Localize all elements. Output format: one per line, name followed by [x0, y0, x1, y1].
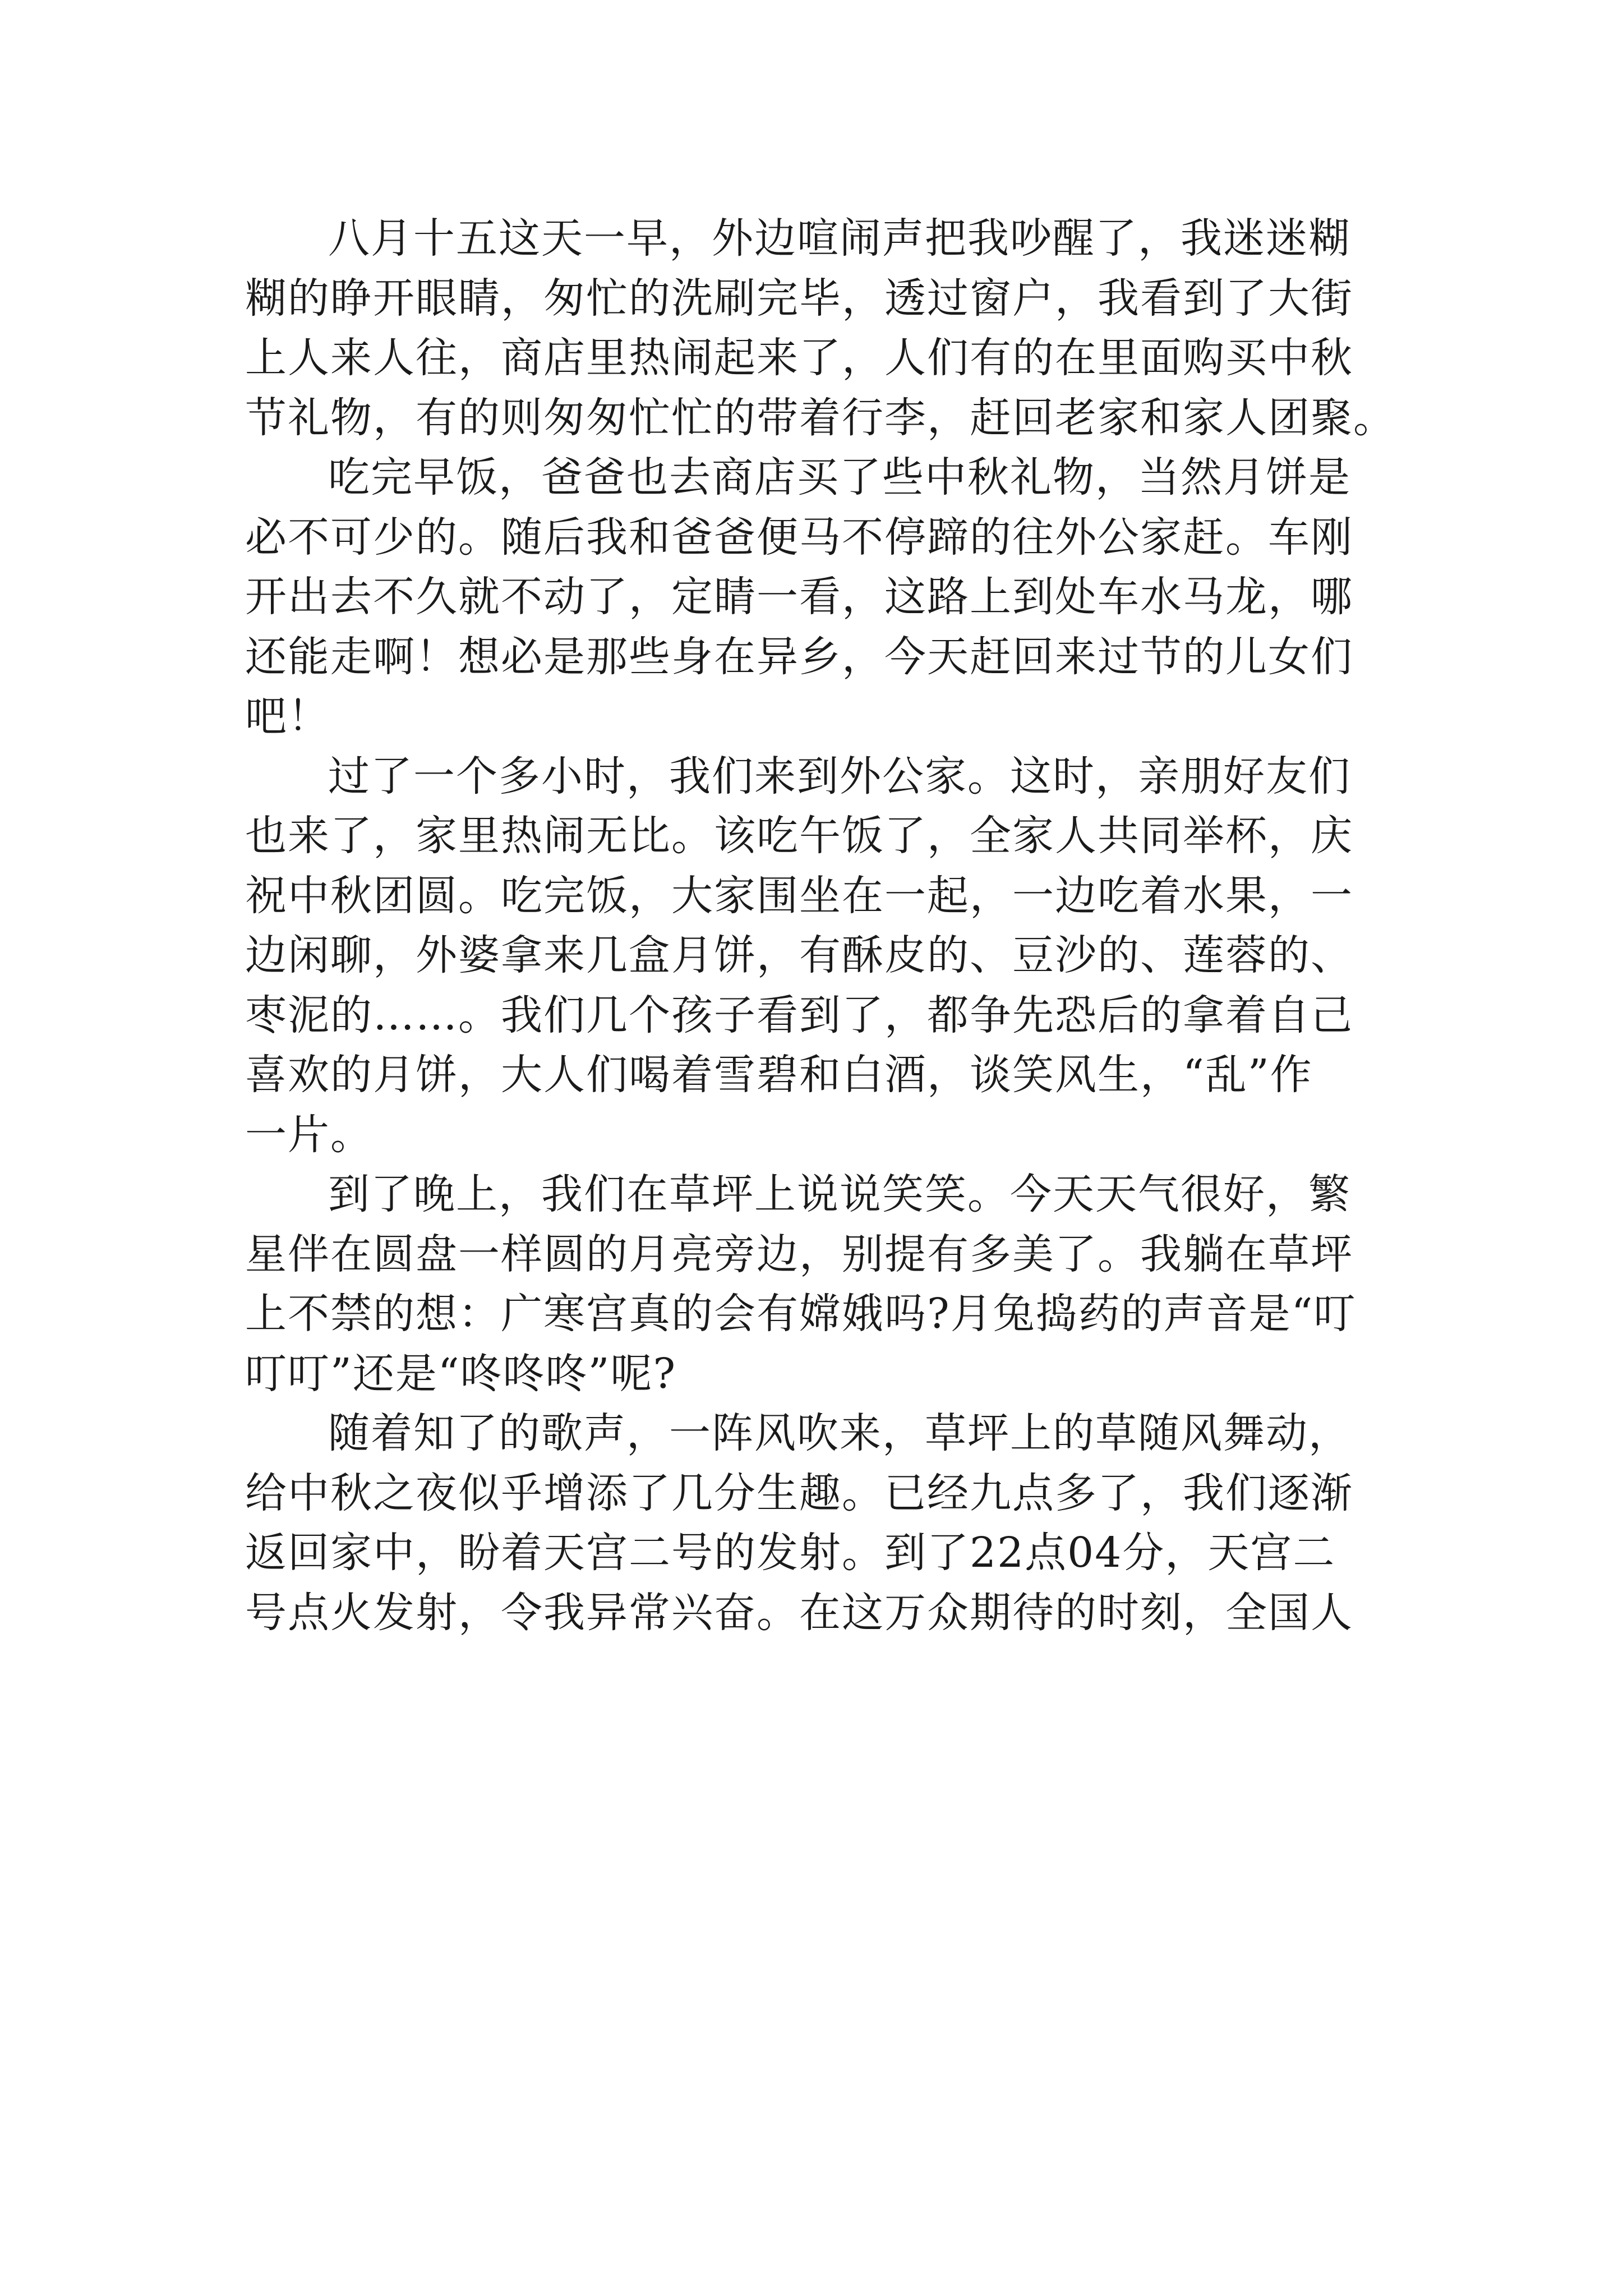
text-line: 返回家中，盼着天宫二号的发射。到了22点04分，天宫二: [245, 1529, 1336, 1577]
text-line: 开出去不久就不动了，定睛一看，这路上到处车水马龙，哪: [245, 573, 1353, 621]
document-body: [245, 209, 1396, 1642]
text-line: 枣泥的……。我们几个孩子看到了，都争先恐后的拿着自己: [245, 991, 1353, 1039]
text-line: 边闲聊，外婆拿来几盒月饼，有酥皮的、豆沙的、莲蓉的、: [245, 931, 1353, 979]
text-line: 上不禁的想：广寒宫真的会有嫦娥吗?月兔捣药的声音是“叮: [245, 1290, 1357, 1338]
text-line: 祝中秋团圆。吃完饭，大家围坐在一起，一边吃着水果，一: [245, 871, 1353, 920]
text-line: 过了一个多小时，我们来到外公家。这时，亲朋好友们: [328, 752, 1351, 800]
paragraph-5: [245, 1404, 1378, 1642]
text-line: 到了晚上，我们在草坪上说说笑笑。今天天气很好，繁: [328, 1170, 1351, 1218]
paragraph-2: [245, 448, 1378, 747]
text-line: 糊的睁开眼睛，匆忙的洗刷完毕，透过窗户，我看到了大街: [245, 274, 1353, 323]
text-line: 号点火发射，令我异常兴奋。在这万众期待的时刻，全国人: [245, 1588, 1353, 1637]
text-line: 随着知了的歌声，一阵风吹来，草坪上的草随风舞动，: [328, 1409, 1351, 1457]
text-line: 一片。: [245, 1110, 373, 1159]
text-line: 吃完早饭，爸爸也去商店买了些中秋礼物，当然月饼是: [328, 453, 1351, 501]
text-line: 星伴在圆盘一样圆的月亮旁边，别提有多美了。我躺在草坪: [245, 1230, 1353, 1278]
text-line: 节礼物，有的则匆匆忙忙的带着行李，赶回老家和家人团聚。: [245, 393, 1396, 442]
text-line: 也来了，家里热闹无比。该吃午饭了，全家人共同举杯，庆: [245, 812, 1353, 860]
text-line: 还能走啊！想必是那些身在异乡，今天赶回来过节的儿女们: [245, 632, 1353, 681]
paragraph-4: [245, 1165, 1378, 1404]
text-line: 八月十五这天一早，外边喧闹声把我吵醒了，我迷迷糊: [328, 214, 1351, 263]
paragraph-1: [245, 209, 1396, 448]
text-line: 喜欢的月饼，大人们喝着雪碧和白酒，谈笑风生，“乱”作: [245, 1051, 1313, 1099]
text-line: 叮叮”还是“咚咚咚”呢?: [245, 1349, 677, 1398]
paragraph-3: [245, 747, 1378, 1165]
text-line: 必不可少的。随后我和爸爸便马不停蹄的往外公家赶。车刚: [245, 513, 1353, 562]
text-line: 给中秋之夜似乎增添了几分生趣。已经九点多了，我们逐渐: [245, 1469, 1353, 1517]
text-line: 吧！: [245, 692, 330, 740]
text-line: 上人来人往，商店里热闹起来了，人们有的在里面购买中秋: [245, 334, 1353, 382]
